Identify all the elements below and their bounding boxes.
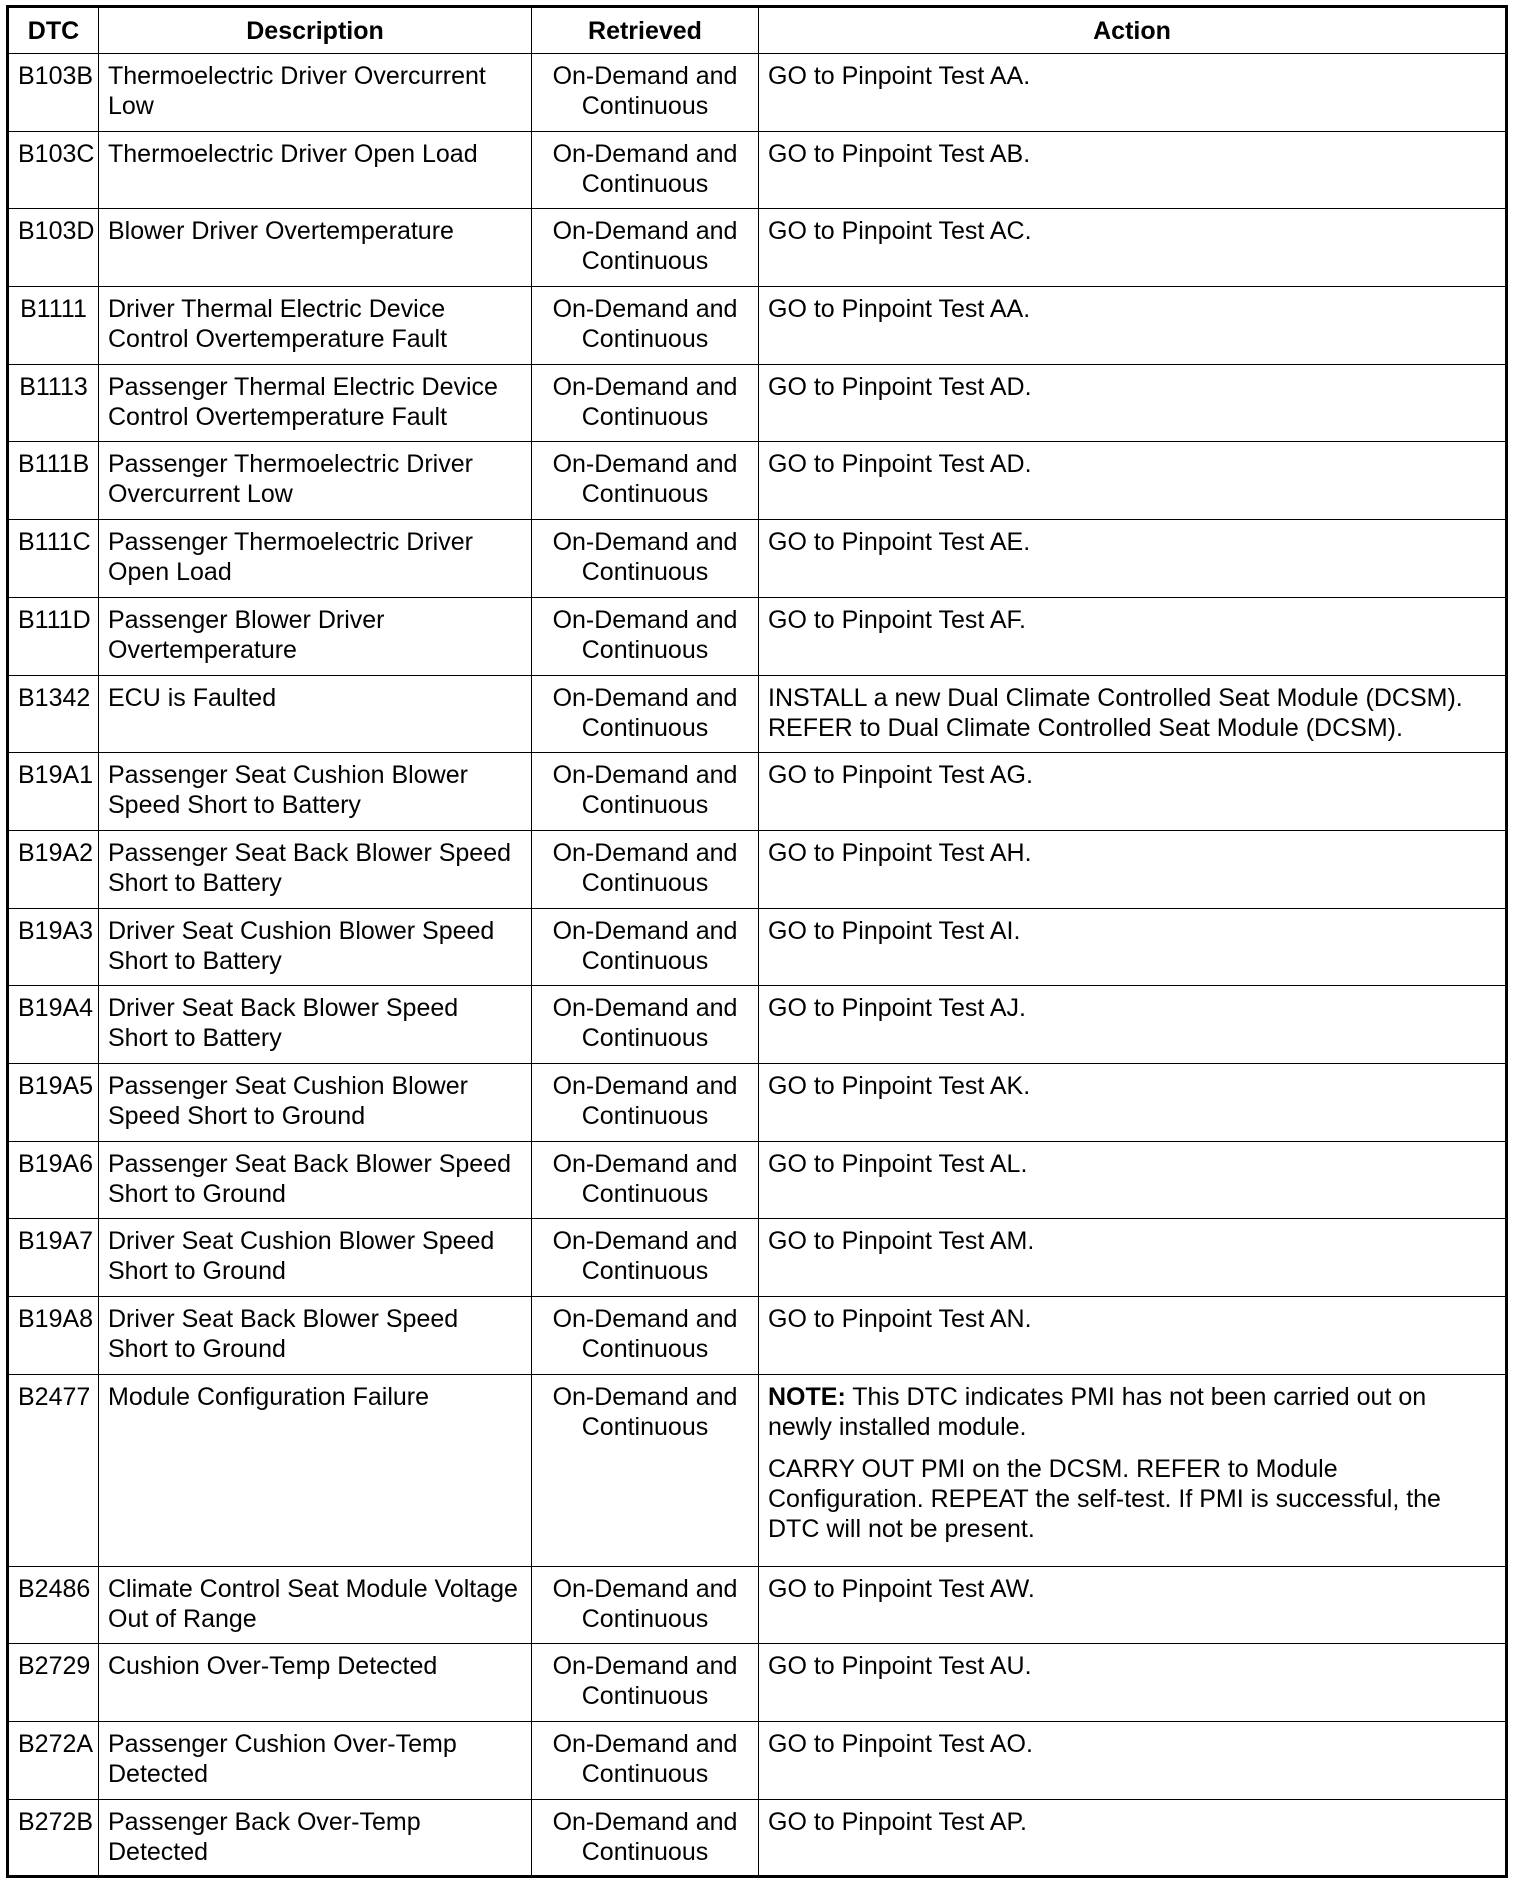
dtc-action [759, 1374, 1507, 1566]
dtc-action: GO to Pinpoint Test AU. [759, 1644, 1507, 1722]
table-row [8, 908, 1507, 986]
dtc-action: GO to Pinpoint Test AC. [759, 209, 1507, 287]
dtc-retrieved: On-Demand and Continuous [532, 753, 759, 831]
dtc-retrieved: On-Demand and Continuous [532, 1799, 759, 1877]
dtc-action: GO to Pinpoint Test AD. [759, 442, 1507, 520]
dtc-code: B19A5 [8, 1063, 99, 1141]
header-dtc: DTC [8, 7, 99, 54]
header-retrieved: Retrieved [532, 7, 759, 54]
dtc-action: GO to Pinpoint Test AM. [759, 1219, 1507, 1297]
dtc-description: Driver Thermal Electric Device Control Overtemperature Fault [99, 287, 532, 365]
note-label: NOTE: [768, 1382, 846, 1411]
dtc-description: Passenger Seat Back Blower Speed Short to Ground [99, 1141, 532, 1219]
table-row [8, 131, 1507, 209]
dtc-description: Cushion Over-Temp Detected [99, 1644, 532, 1722]
dtc-action: GO to Pinpoint Test AE. [759, 520, 1507, 598]
dtc-retrieved: On-Demand and Continuous [532, 1141, 759, 1219]
dtc-retrieved: On-Demand and Continuous [532, 675, 759, 753]
dtc-retrieved: On-Demand and Continuous [532, 986, 759, 1064]
dtc-code: B1113 [8, 364, 99, 442]
table-row [8, 1722, 1507, 1800]
table-row [8, 54, 1507, 132]
dtc-retrieved: On-Demand and Continuous [532, 1722, 759, 1800]
table-row [8, 1219, 1507, 1297]
dtc-retrieved: On-Demand and Continuous [532, 364, 759, 442]
dtc-code: B19A2 [8, 830, 99, 908]
dtc-action: GO to Pinpoint Test AK. [759, 1063, 1507, 1141]
table-row [8, 830, 1507, 908]
dtc-description: Blower Driver Overtemperature [99, 209, 532, 287]
dtc-retrieved: On-Demand and Continuous [532, 1566, 759, 1644]
dtc-retrieved: On-Demand and Continuous [532, 1063, 759, 1141]
dtc-description: Climate Control Seat Module Voltage Out of Range [99, 1566, 532, 1644]
dtc-action: GO to Pinpoint Test AG. [759, 753, 1507, 831]
dtc-code: B19A1 [8, 753, 99, 831]
dtc-code: B111B [8, 442, 99, 520]
dtc-retrieved: On-Demand and Continuous [532, 54, 759, 132]
table-body [8, 54, 1507, 1877]
table-row [8, 1566, 1507, 1644]
dtc-code: B2729 [8, 1644, 99, 1722]
dtc-description: Driver Seat Cushion Blower Speed Short to Battery [99, 908, 532, 986]
dtc-retrieved: On-Demand and Continuous [532, 287, 759, 365]
dtc-code: B19A8 [8, 1297, 99, 1375]
dtc-retrieved: On-Demand and Continuous [532, 209, 759, 287]
table-row [8, 287, 1507, 365]
dtc-code: B1342 [8, 675, 99, 753]
dtc-action: GO to Pinpoint Test AF. [759, 597, 1507, 675]
dtc-description: ECU is Faulted [99, 675, 532, 753]
dtc-retrieved: On-Demand and Continuous [532, 908, 759, 986]
dtc-action: GO to Pinpoint Test AW. [759, 1566, 1507, 1644]
dtc-table [6, 5, 1508, 1878]
dtc-description: Passenger Cushion Over-Temp Detected [99, 1722, 532, 1800]
table-row [8, 209, 1507, 287]
dtc-description: Passenger Seat Back Blower Speed Short to Battery [99, 830, 532, 908]
dtc-action: GO to Pinpoint Test AO. [759, 1722, 1507, 1800]
table-row [8, 986, 1507, 1064]
dtc-code: B272A [8, 1722, 99, 1800]
dtc-code: B111D [8, 597, 99, 675]
dtc-description: Driver Seat Back Blower Speed Short to Battery [99, 986, 532, 1064]
dtc-description: Passenger Thermoelectric Driver Overcurrent Low [99, 442, 532, 520]
dtc-action: GO to Pinpoint Test AL. [759, 1141, 1507, 1219]
dtc-code: B111C [8, 520, 99, 598]
dtc-description: Passenger Seat Cushion Blower Speed Short to Ground [99, 1063, 532, 1141]
dtc-code: B103D [8, 209, 99, 287]
dtc-action: GO to Pinpoint Test AJ. [759, 986, 1507, 1064]
table-row [8, 1374, 1507, 1566]
action-text: CARRY OUT PMI on the DCSM. REFER to Module Configuration. REPEAT the self-test. If PMI is successful, the DTC will not be present. [768, 1454, 1441, 1543]
table-row [8, 753, 1507, 831]
dtc-code: B19A4 [8, 986, 99, 1064]
dtc-action: GO to Pinpoint Test AH. [759, 830, 1507, 908]
dtc-retrieved: On-Demand and Continuous [532, 830, 759, 908]
dtc-retrieved: On-Demand and Continuous [532, 520, 759, 598]
header-action: Action [759, 7, 1507, 54]
dtc-code: B19A3 [8, 908, 99, 986]
table-row [8, 1297, 1507, 1375]
dtc-retrieved: On-Demand and Continuous [532, 597, 759, 675]
note-text: This DTC indicates PMI has not been carried out on newly installed module. [768, 1382, 1427, 1441]
dtc-retrieved: On-Demand and Continuous [532, 131, 759, 209]
table-header [8, 7, 1507, 54]
dtc-description: Passenger Thermal Electric Device Control Overtemperature Fault [99, 364, 532, 442]
dtc-action: GO to Pinpoint Test AA. [759, 287, 1507, 365]
table-row [8, 364, 1507, 442]
dtc-retrieved: On-Demand and Continuous [532, 1374, 759, 1566]
dtc-code: B103B [8, 54, 99, 132]
dtc-action: GO to Pinpoint Test AB. [759, 131, 1507, 209]
dtc-action: GO to Pinpoint Test AP. [759, 1799, 1507, 1877]
dtc-description: Passenger Blower Driver Overtemperature [99, 597, 532, 675]
dtc-description: Passenger Back Over-Temp Detected [99, 1799, 532, 1877]
dtc-action: GO to Pinpoint Test AN. [759, 1297, 1507, 1375]
action-note [768, 1382, 1496, 1442]
dtc-action: GO to Pinpoint Test AI. [759, 908, 1507, 986]
table-row [8, 597, 1507, 675]
dtc-description: Driver Seat Cushion Blower Speed Short to Ground [99, 1219, 532, 1297]
table-row [8, 1799, 1507, 1877]
table-row [8, 442, 1507, 520]
table-row [8, 1644, 1507, 1722]
dtc-code: B19A6 [8, 1141, 99, 1219]
dtc-code: B272B [8, 1799, 99, 1877]
header-row [8, 7, 1507, 54]
table-row [8, 520, 1507, 598]
header-description: Description [99, 7, 532, 54]
dtc-code: B103C [8, 131, 99, 209]
dtc-description: Driver Seat Back Blower Speed Short to Ground [99, 1297, 532, 1375]
dtc-code: B1111 [8, 287, 99, 365]
dtc-code: B2477 [8, 1374, 99, 1566]
table-row [8, 1063, 1507, 1141]
dtc-code: B19A7 [8, 1219, 99, 1297]
dtc-description: Thermoelectric Driver Open Load [99, 131, 532, 209]
dtc-description: Passenger Thermoelectric Driver Open Load [99, 520, 532, 598]
dtc-description: Module Configuration Failure [99, 1374, 532, 1566]
dtc-action: GO to Pinpoint Test AA. [759, 54, 1507, 132]
table-row [8, 1141, 1507, 1219]
dtc-description: Thermoelectric Driver Overcurrent Low [99, 54, 532, 132]
table-row [8, 675, 1507, 753]
dtc-action: INSTALL a new Dual Climate Controlled Seat Module (DCSM). REFER to Dual Climate Controlled Seat Module (DCSM). [759, 675, 1507, 753]
dtc-retrieved: On-Demand and Continuous [532, 1219, 759, 1297]
dtc-action: GO to Pinpoint Test AD. [759, 364, 1507, 442]
dtc-description: Passenger Seat Cushion Blower Speed Short to Battery [99, 753, 532, 831]
dtc-retrieved: On-Demand and Continuous [532, 442, 759, 520]
dtc-code: B2486 [8, 1566, 99, 1644]
dtc-retrieved: On-Demand and Continuous [532, 1297, 759, 1375]
dtc-retrieved: On-Demand and Continuous [532, 1644, 759, 1722]
